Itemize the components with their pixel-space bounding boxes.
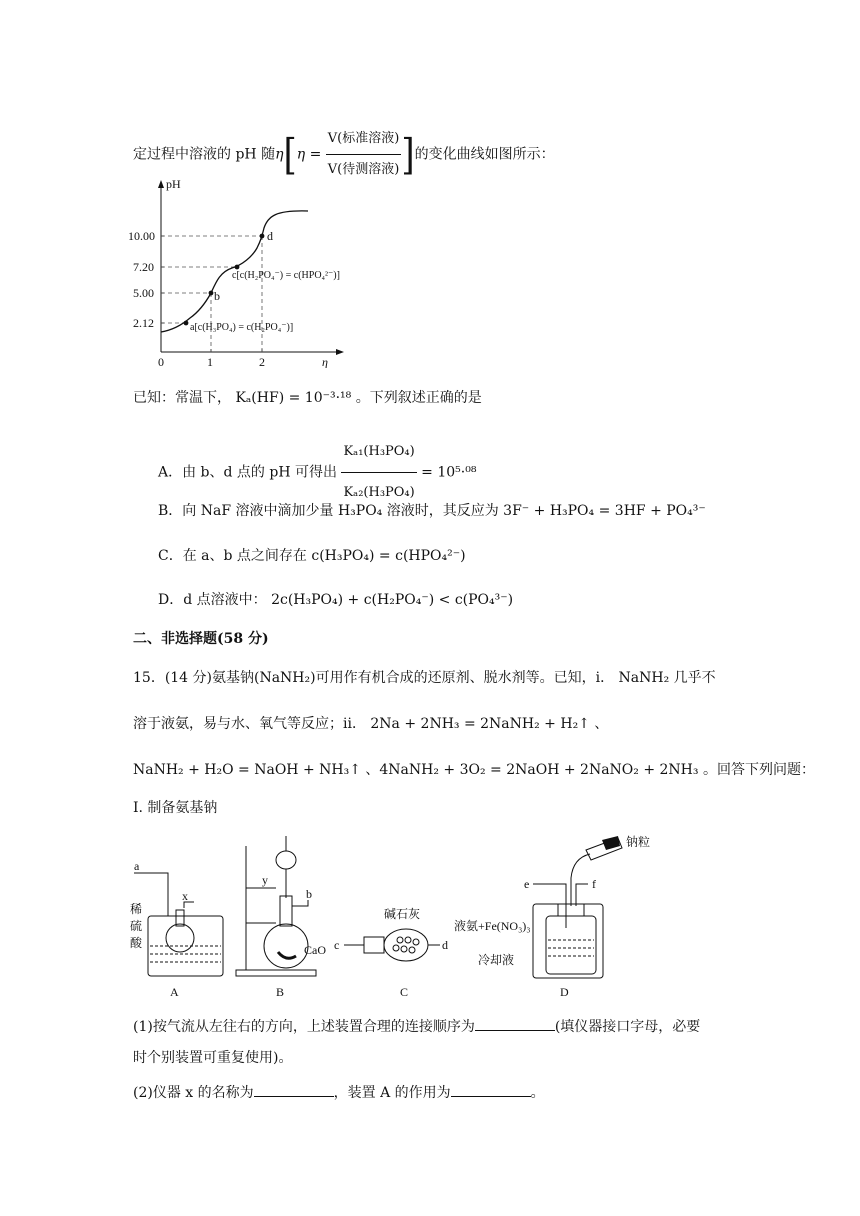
app-d-port-f: f bbox=[592, 877, 596, 891]
fraction-numerator: V(标准溶液) bbox=[326, 124, 402, 155]
app-b-cao: CaO bbox=[304, 943, 326, 957]
x-tick-0: 0 bbox=[158, 355, 164, 368]
y-tick-2.12: 2.12 bbox=[133, 316, 154, 330]
option-a-prefix: A．由 b、d 点的 pH 可得出 bbox=[158, 464, 338, 481]
apparatus-a bbox=[134, 873, 223, 976]
y-tick-5: 5.00 bbox=[133, 286, 154, 300]
point-b-label: b bbox=[214, 289, 220, 303]
answer-blank-3[interactable] bbox=[451, 1082, 531, 1097]
x-tick-2: 2 bbox=[259, 355, 265, 368]
q15-part1: I. 制备氨基钠 bbox=[133, 800, 218, 816]
q15-line3: NaNH₂ + H₂O = NaOH + NH₃↑ 、4NaNH₂ + 3O₂ = 2NaOH + 2NaNO₂ + 2NH₃ 。回答下列问题： bbox=[133, 762, 815, 778]
x-axis-arrow-icon bbox=[336, 349, 344, 355]
intro-prefix: 定过程中溶液的 pH 随 bbox=[133, 146, 276, 163]
option-c: C．在 a、b 点之间存在 c(H₃PO₄) = c(HPO₄²⁻) bbox=[158, 548, 466, 564]
app-a-acid-2: 硫 bbox=[130, 919, 143, 933]
point-d bbox=[260, 234, 265, 239]
point-a-label: a[c(H₃PO₄) = c(H₂PO₄⁻)] bbox=[190, 322, 294, 333]
y-axis-arrow-icon bbox=[158, 180, 164, 188]
option-d: D．d 点溶液中： 2c(H₃PO₄) + c(H₂PO₄⁻) < c(PO₄³⁻) bbox=[158, 592, 514, 608]
app-b-y: y bbox=[262, 873, 268, 887]
app-d-port-e: e bbox=[524, 877, 530, 891]
app-a-x: x bbox=[182, 889, 188, 903]
app-c-port-c: c bbox=[334, 938, 340, 952]
app-d-na: 钠粒 bbox=[626, 835, 651, 849]
answer-blank-2[interactable] bbox=[254, 1082, 334, 1097]
point-c bbox=[235, 265, 240, 270]
ka2-denominator: Kₐ₂(H₃PO₄) bbox=[343, 485, 415, 500]
sub2-text-b: ，装置 A 的作用为 bbox=[333, 1085, 451, 1101]
x-tick-1: 1 bbox=[207, 355, 213, 368]
sub2-line bbox=[133, 1082, 545, 1103]
q15-line1: 15．(14 分)氨基钠(NaNH₂)可用作有机合成的还原剂、脱水剂等。已知，i． NaNH₂ 几乎不 bbox=[133, 670, 716, 686]
sub1-line1 bbox=[133, 1016, 700, 1037]
intro-suffix: 的变化曲线如图所示： bbox=[414, 146, 555, 163]
point-b bbox=[209, 291, 214, 296]
app-c-soda: 碱石灰 bbox=[384, 907, 421, 921]
apparatus-d bbox=[533, 838, 622, 978]
y-tick-7.2: 7.20 bbox=[133, 260, 154, 274]
point-c-label: c[c(H₂PO₄⁻) = c(HPO₄²⁻)] bbox=[232, 270, 340, 281]
point-d-label: d bbox=[267, 229, 273, 243]
app-a-port-a: a bbox=[134, 859, 140, 873]
point-a bbox=[184, 321, 189, 326]
known-line: 已知：常温下， Kₐ(HF) = 10⁻³·¹⁸ 。下列叙述正确的是 bbox=[133, 390, 482, 406]
sub1-text-b: (填仪器接口字母，必要 bbox=[554, 1019, 701, 1035]
app-a-acid-3: 酸 bbox=[130, 936, 143, 950]
eta-symbol: η bbox=[275, 146, 284, 163]
q15-line2: 溶于液氨，易与水、氧气等反应；ii． 2Na + 2NH₃ = 2NaNH₂ + H₂↑ 、 bbox=[133, 716, 609, 732]
answer-blank-1[interactable] bbox=[475, 1016, 555, 1031]
y-axis-label: pH bbox=[166, 177, 181, 191]
apparatus-diagram bbox=[128, 828, 728, 1008]
eta-equation: η = bbox=[296, 146, 322, 163]
app-a-label: A bbox=[170, 985, 179, 999]
right-bracket-icon: ] bbox=[401, 129, 415, 180]
app-d-label: D bbox=[560, 985, 569, 999]
option-a-suffix: = 10⁵·⁰⁸ bbox=[421, 464, 477, 481]
left-bracket-icon: [ bbox=[283, 129, 297, 180]
fraction-denominator: V(待测溶液) bbox=[327, 162, 400, 177]
sub1-line2: 时个别装置可重复使用)。 bbox=[133, 1050, 293, 1066]
ka1-numerator: Kₐ₁(H₃PO₄) bbox=[341, 432, 416, 473]
app-d-liquid: 液氨+Fe(NO₃)₃ bbox=[454, 919, 531, 933]
apparatus-c bbox=[344, 929, 440, 961]
app-b-port-b: b bbox=[306, 887, 312, 901]
x-axis-label: η bbox=[322, 355, 328, 368]
app-c-port-d: d bbox=[442, 938, 448, 952]
sub2-text-a: (2)仪器 x 的名称为 bbox=[133, 1085, 254, 1101]
app-a-acid-1: 稀 bbox=[130, 902, 143, 916]
section-title: 二、非选择题(58 分) bbox=[133, 631, 269, 647]
app-d-coolant: 冷却液 bbox=[478, 953, 515, 967]
titration-curve-chart bbox=[128, 172, 358, 368]
sub1-text-a: (1)按气流从左往右的方向，上述装置合理的连接顺序为 bbox=[133, 1019, 475, 1035]
app-b-label: B bbox=[276, 985, 285, 999]
sub2-text-c: 。 bbox=[530, 1085, 545, 1101]
app-c-label: C bbox=[400, 985, 409, 999]
y-tick-10: 10.00 bbox=[128, 229, 155, 243]
option-b: B．向 NaF 溶液中滴加少量 H₃PO₄ 溶液时，其反应为 3F⁻ + H₃PO₄ = 3HF + PO₄³⁻ bbox=[158, 503, 706, 519]
